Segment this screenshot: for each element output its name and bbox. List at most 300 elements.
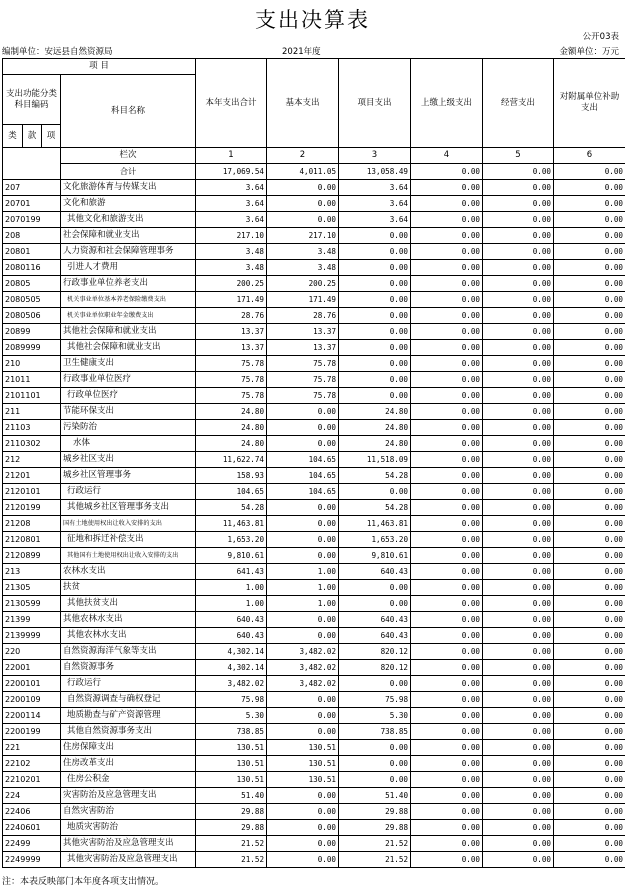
amount-cell: 11,463.81 <box>196 516 267 532</box>
amount-cell: 0.00 <box>483 452 554 468</box>
amount-cell: 0.00 <box>267 708 339 724</box>
amount-cell: 0.00 <box>339 756 411 772</box>
amount-cell: 0.00 <box>483 420 554 436</box>
amount-cell: 0.00 <box>411 548 483 564</box>
subject-code: 211 <box>3 404 61 420</box>
subject-code: 21011 <box>3 372 61 388</box>
table-row <box>3 452 625 468</box>
amount-cell: 0.00 <box>483 580 554 596</box>
table-row <box>3 180 625 196</box>
subject-name: 地质勘查与矿产资源管理 <box>61 708 196 724</box>
amount-cell: 0.00 <box>267 628 339 644</box>
amount-cell: 29.88 <box>196 804 267 820</box>
amount-cell: 0.00 <box>267 420 339 436</box>
subject-code: 2070199 <box>3 212 61 228</box>
total-value: 17,069.54 <box>196 164 267 180</box>
table-row <box>3 676 625 692</box>
amount-cell: 0.00 <box>411 356 483 372</box>
amount-cell: 0.00 <box>483 644 554 660</box>
form-number: 公开03表 <box>582 32 619 42</box>
amount-cell: 738.85 <box>339 724 411 740</box>
amount-cell: 0.00 <box>411 324 483 340</box>
amount-cell: 9,810.61 <box>339 548 411 564</box>
subject-name: 人力资源和社会保障管理事务 <box>61 244 196 260</box>
table-row <box>3 836 625 852</box>
subject-code: 2210201 <box>3 772 61 788</box>
amount-cell: 0.00 <box>411 212 483 228</box>
subject-name: 其他扶贫支出 <box>61 596 196 612</box>
subject-name: 卫生健康支出 <box>61 356 196 372</box>
amount-cell: 0.00 <box>267 820 339 836</box>
table-row <box>3 196 625 212</box>
subject-code: 2200114 <box>3 708 61 724</box>
subject-code: 2130599 <box>3 596 61 612</box>
amount-cell: 0.00 <box>554 452 625 468</box>
amount-cell: 0.00 <box>339 260 411 276</box>
subject-code: 2080506 <box>3 308 61 324</box>
col-num-5: 5 <box>483 148 554 164</box>
amount-cell: 0.00 <box>411 372 483 388</box>
col-label: 栏次 <box>61 148 196 164</box>
amount-cell: 0.00 <box>554 308 625 324</box>
amount-cell: 0.00 <box>483 516 554 532</box>
amount-cell: 0.00 <box>411 404 483 420</box>
footnote: 注：本表反映部门本年度各项支出情况。 <box>2 877 165 887</box>
subject-code: 2139999 <box>3 628 61 644</box>
amount-cell: 1,653.20 <box>339 532 411 548</box>
amount-cell: 3.64 <box>196 196 267 212</box>
amount-cell: 0.00 <box>554 404 625 420</box>
amount-cell: 51.40 <box>339 788 411 804</box>
amount-cell: 0.00 <box>339 228 411 244</box>
amount-cell: 24.80 <box>196 404 267 420</box>
subject-name: 行政运行 <box>61 676 196 692</box>
table-row <box>3 324 625 340</box>
amount-cell: 0.00 <box>483 180 554 196</box>
amount-cell: 75.78 <box>196 372 267 388</box>
subject-name: 自然资源海洋气象等支出 <box>61 644 196 660</box>
amount-cell: 0.00 <box>554 372 625 388</box>
amount-cell: 640.43 <box>339 628 411 644</box>
currency-unit: 金额单位：万元 <box>559 47 619 57</box>
amount-cell: 0.00 <box>411 500 483 516</box>
table-row <box>3 804 625 820</box>
amount-cell: 0.00 <box>554 660 625 676</box>
amount-cell: 0.00 <box>483 212 554 228</box>
amount-cell: 0.00 <box>554 388 625 404</box>
subject-code: 2249999 <box>3 852 61 868</box>
amount-cell: 0.00 <box>267 836 339 852</box>
amount-cell: 54.28 <box>339 468 411 484</box>
amount-cell: 0.00 <box>483 820 554 836</box>
amount-cell: 0.00 <box>339 580 411 596</box>
amount-cell: 0.00 <box>339 596 411 612</box>
subject-name: 行政事业单位医疗 <box>61 372 196 388</box>
fiscal-year: 2021年度 <box>282 47 321 57</box>
amount-cell: 28.76 <box>267 308 339 324</box>
amount-cell: 0.00 <box>267 212 339 228</box>
amount-cell: 0.00 <box>267 516 339 532</box>
amount-cell: 3,482.02 <box>196 676 267 692</box>
amount-cell: 0.00 <box>554 292 625 308</box>
table-row <box>3 212 625 228</box>
amount-cell: 0.00 <box>411 740 483 756</box>
subject-code: 21201 <box>3 468 61 484</box>
amount-cell: 0.00 <box>267 500 339 516</box>
amount-cell: 0.00 <box>483 804 554 820</box>
amount-cell: 0.00 <box>554 740 625 756</box>
subject-name: 污染防治 <box>61 420 196 436</box>
amount-cell: 11,463.81 <box>339 516 411 532</box>
amount-cell: 0.00 <box>554 820 625 836</box>
amount-cell: 5.30 <box>339 708 411 724</box>
subject-name: 行政运行 <box>61 484 196 500</box>
table-row <box>3 772 625 788</box>
subject-name: 水体 <box>61 436 196 452</box>
header-kuan: 款 <box>23 125 42 148</box>
amount-cell: 200.25 <box>267 276 339 292</box>
table-row <box>3 260 625 276</box>
amount-cell: 13.37 <box>267 340 339 356</box>
amount-cell: 0.00 <box>554 644 625 660</box>
amount-cell: 1.00 <box>267 580 339 596</box>
amount-cell: 29.88 <box>339 804 411 820</box>
subject-code: 2240601 <box>3 820 61 836</box>
amount-cell: 13.37 <box>196 340 267 356</box>
page-title: 支出决算表 <box>255 8 370 32</box>
subject-name: 住房改革支出 <box>61 756 196 772</box>
amount-cell: 640.43 <box>339 612 411 628</box>
amount-cell: 0.00 <box>411 308 483 324</box>
table-row <box>3 740 625 756</box>
subject-code: 20801 <box>3 244 61 260</box>
amount-cell: 130.51 <box>196 740 267 756</box>
amount-cell: 24.80 <box>339 436 411 452</box>
subject-name: 征地和拆迁补偿支出 <box>61 532 196 548</box>
total-value: 0.00 <box>483 164 554 180</box>
amount-cell: 0.00 <box>411 228 483 244</box>
table-row <box>3 852 625 868</box>
subject-code: 224 <box>3 788 61 804</box>
amount-cell: 0.00 <box>411 196 483 212</box>
amount-cell: 3.48 <box>267 244 339 260</box>
amount-cell: 24.80 <box>196 436 267 452</box>
amount-cell: 0.00 <box>483 548 554 564</box>
amount-cell: 0.00 <box>483 244 554 260</box>
amount-cell: 0.00 <box>339 244 411 260</box>
amount-cell: 0.00 <box>554 772 625 788</box>
subject-name: 城乡社区管理事务 <box>61 468 196 484</box>
amount-cell: 0.00 <box>483 596 554 612</box>
total-row <box>3 164 625 180</box>
header-col-1: 本年支出合计 <box>196 59 267 148</box>
amount-cell: 0.00 <box>411 804 483 820</box>
subject-name: 机关事业单位基本养老保险缴费支出 <box>61 292 196 308</box>
amount-cell: 0.00 <box>267 180 339 196</box>
amount-cell: 0.00 <box>267 548 339 564</box>
amount-cell: 0.00 <box>554 852 625 868</box>
amount-cell: 0.00 <box>339 308 411 324</box>
amount-cell: 0.00 <box>554 612 625 628</box>
amount-cell: 158.93 <box>196 468 267 484</box>
expenditure-table <box>2 58 625 868</box>
amount-cell: 0.00 <box>411 580 483 596</box>
amount-cell: 0.00 <box>483 276 554 292</box>
table-row <box>3 548 625 564</box>
amount-cell: 0.00 <box>483 196 554 212</box>
amount-cell: 0.00 <box>411 756 483 772</box>
amount-cell: 0.00 <box>411 276 483 292</box>
header-col-3: 项目支出 <box>339 59 411 148</box>
subject-code: 21399 <box>3 612 61 628</box>
amount-cell: 820.12 <box>339 660 411 676</box>
amount-cell: 0.00 <box>554 708 625 724</box>
amount-cell: 54.28 <box>339 500 411 516</box>
amount-cell: 0.00 <box>411 692 483 708</box>
amount-cell: 24.80 <box>339 420 411 436</box>
amount-cell: 0.00 <box>554 676 625 692</box>
subject-name: 地质灾害防治 <box>61 820 196 836</box>
amount-cell: 0.00 <box>411 772 483 788</box>
amount-cell: 0.00 <box>411 788 483 804</box>
subject-code: 21208 <box>3 516 61 532</box>
amount-cell: 0.00 <box>411 532 483 548</box>
amount-cell: 0.00 <box>483 404 554 420</box>
amount-cell: 13.37 <box>196 324 267 340</box>
amount-cell: 0.00 <box>483 324 554 340</box>
subject-code: 221 <box>3 740 61 756</box>
amount-cell: 820.12 <box>339 644 411 660</box>
table-row <box>3 436 625 452</box>
amount-cell: 3.64 <box>196 212 267 228</box>
amount-cell: 51.40 <box>196 788 267 804</box>
amount-cell: 640.43 <box>339 564 411 580</box>
amount-cell: 3.48 <box>196 244 267 260</box>
table-row <box>3 644 625 660</box>
amount-cell: 0.00 <box>554 692 625 708</box>
amount-cell: 3.64 <box>339 196 411 212</box>
amount-cell: 0.00 <box>483 500 554 516</box>
subject-name: 文化和旅游 <box>61 196 196 212</box>
subject-name: 住房保障支出 <box>61 740 196 756</box>
subject-code: 2200109 <box>3 692 61 708</box>
amount-cell: 0.00 <box>267 436 339 452</box>
amount-cell: 1,653.20 <box>196 532 267 548</box>
subject-name: 其他灾害防治及应急管理支出 <box>61 852 196 868</box>
amount-cell: 0.00 <box>554 244 625 260</box>
col-num-3: 3 <box>339 148 411 164</box>
amount-cell: 0.00 <box>483 468 554 484</box>
header-lei: 类 <box>3 125 23 148</box>
amount-cell: 738.85 <box>196 724 267 740</box>
amount-cell: 3,482.02 <box>267 676 339 692</box>
amount-cell: 0.00 <box>411 260 483 276</box>
amount-cell: 0.00 <box>339 276 411 292</box>
subject-name: 行政单位医疗 <box>61 388 196 404</box>
table-row <box>3 660 625 676</box>
total-label: 合计 <box>61 164 196 180</box>
amount-cell: 0.00 <box>554 516 625 532</box>
amount-cell: 130.51 <box>267 740 339 756</box>
subject-name: 国有土地使用权出让收入安排的支出 <box>61 516 196 532</box>
amount-cell: 0.00 <box>554 836 625 852</box>
amount-cell: 0.00 <box>483 708 554 724</box>
table-row <box>3 228 625 244</box>
amount-cell: 75.98 <box>339 692 411 708</box>
subject-name: 文化旅游体育与传媒支出 <box>61 180 196 196</box>
amount-cell: 0.00 <box>411 708 483 724</box>
subject-code: 22001 <box>3 660 61 676</box>
amount-cell: 0.00 <box>267 692 339 708</box>
amount-cell: 130.51 <box>196 772 267 788</box>
total-value: 13,058.49 <box>339 164 411 180</box>
amount-cell: 217.10 <box>267 228 339 244</box>
subject-code: 213 <box>3 564 61 580</box>
amount-cell: 0.00 <box>411 676 483 692</box>
subject-name: 其他农林水支出 <box>61 628 196 644</box>
amount-cell: 0.00 <box>483 436 554 452</box>
subject-code: 2120801 <box>3 532 61 548</box>
subject-code: 20701 <box>3 196 61 212</box>
amount-cell: 0.00 <box>554 180 625 196</box>
amount-cell: 0.00 <box>483 612 554 628</box>
subject-name: 节能环保支出 <box>61 404 196 420</box>
amount-cell: 0.00 <box>483 788 554 804</box>
amount-cell: 104.65 <box>196 484 267 500</box>
amount-cell: 0.00 <box>339 388 411 404</box>
amount-cell: 3.48 <box>267 260 339 276</box>
subject-code: 2120899 <box>3 548 61 564</box>
amount-cell: 0.00 <box>411 468 483 484</box>
header-col-6: 对附属单位补助支出 <box>554 59 625 148</box>
amount-cell: 0.00 <box>411 628 483 644</box>
amount-cell: 75.78 <box>267 356 339 372</box>
amount-cell: 0.00 <box>554 340 625 356</box>
amount-cell: 0.00 <box>483 772 554 788</box>
header-xiang: 项 <box>42 125 61 148</box>
subject-code: 2080505 <box>3 292 61 308</box>
amount-cell: 75.78 <box>196 388 267 404</box>
subject-code: 22499 <box>3 836 61 852</box>
amount-cell: 130.51 <box>267 756 339 772</box>
amount-cell: 0.00 <box>554 596 625 612</box>
subject-code: 220 <box>3 644 61 660</box>
amount-cell: 0.00 <box>267 788 339 804</box>
amount-cell: 0.00 <box>554 324 625 340</box>
amount-cell: 0.00 <box>483 484 554 500</box>
amount-cell: 0.00 <box>554 436 625 452</box>
amount-cell: 0.00 <box>339 340 411 356</box>
amount-cell: 5.30 <box>196 708 267 724</box>
amount-cell: 171.49 <box>267 292 339 308</box>
amount-cell: 0.00 <box>339 292 411 308</box>
amount-cell: 0.00 <box>267 196 339 212</box>
amount-cell: 28.76 <box>196 308 267 324</box>
amount-cell: 0.00 <box>411 564 483 580</box>
amount-cell: 0.00 <box>483 676 554 692</box>
amount-cell: 0.00 <box>554 580 625 596</box>
subject-code: 21103 <box>3 420 61 436</box>
total-value: 0.00 <box>411 164 483 180</box>
amount-cell: 0.00 <box>483 692 554 708</box>
amount-cell: 3.64 <box>339 180 411 196</box>
amount-cell: 0.00 <box>411 484 483 500</box>
amount-cell: 0.00 <box>267 612 339 628</box>
amount-cell: 640.43 <box>196 612 267 628</box>
header-func-code: 支出功能分类科目编码 <box>3 75 61 125</box>
subject-code: 2110302 <box>3 436 61 452</box>
subject-name: 其他文化和旅游支出 <box>61 212 196 228</box>
table-row <box>3 564 625 580</box>
amount-cell: 3.64 <box>196 180 267 196</box>
subject-code: 2200199 <box>3 724 61 740</box>
subject-name: 其他农林水支出 <box>61 612 196 628</box>
table-row <box>3 292 625 308</box>
amount-cell: 0.00 <box>339 372 411 388</box>
amount-cell: 0.00 <box>339 772 411 788</box>
amount-cell: 130.51 <box>196 756 267 772</box>
amount-cell: 0.00 <box>483 756 554 772</box>
amount-cell: 104.65 <box>267 484 339 500</box>
amount-cell: 0.00 <box>483 564 554 580</box>
amount-cell: 0.00 <box>554 756 625 772</box>
table-row <box>3 500 625 516</box>
table-row <box>3 468 625 484</box>
amount-cell: 3,482.02 <box>267 644 339 660</box>
subject-code: 22102 <box>3 756 61 772</box>
amount-cell: 0.00 <box>483 740 554 756</box>
table-row <box>3 308 625 324</box>
header-item-group: 项 目 <box>3 59 196 75</box>
amount-cell: 0.00 <box>411 180 483 196</box>
table-row <box>3 516 625 532</box>
amount-cell: 217.10 <box>196 228 267 244</box>
amount-cell: 0.00 <box>411 644 483 660</box>
amount-cell: 1.00 <box>267 596 339 612</box>
amount-cell: 130.51 <box>267 772 339 788</box>
amount-cell: 0.00 <box>483 660 554 676</box>
subject-name: 其他自然资源事务支出 <box>61 724 196 740</box>
amount-cell: 1.00 <box>196 596 267 612</box>
subject-name: 扶贫 <box>61 580 196 596</box>
amount-cell: 0.00 <box>554 788 625 804</box>
amount-cell: 0.00 <box>411 436 483 452</box>
amount-cell: 0.00 <box>411 292 483 308</box>
table-row <box>3 820 625 836</box>
amount-cell: 0.00 <box>339 484 411 500</box>
table-row <box>3 420 625 436</box>
amount-cell: 29.88 <box>196 820 267 836</box>
header-col-4: 上缴上级支出 <box>411 59 483 148</box>
amount-cell: 0.00 <box>483 308 554 324</box>
amount-cell: 0.00 <box>554 548 625 564</box>
amount-cell: 0.00 <box>483 388 554 404</box>
subject-name: 住房公积金 <box>61 772 196 788</box>
subject-code: 2089999 <box>3 340 61 356</box>
total-value: 0.00 <box>554 164 625 180</box>
amount-cell: 0.00 <box>483 532 554 548</box>
amount-cell: 0.00 <box>554 804 625 820</box>
amount-cell: 0.00 <box>554 468 625 484</box>
subject-code: 20805 <box>3 276 61 292</box>
amount-cell: 0.00 <box>483 228 554 244</box>
amount-cell: 0.00 <box>267 404 339 420</box>
table-row <box>3 724 625 740</box>
subject-name: 其他灾害防治及应急管理支出 <box>61 836 196 852</box>
subject-name: 机关事业单位职业年金缴费支出 <box>61 308 196 324</box>
amount-cell: 0.00 <box>483 292 554 308</box>
table-row <box>3 756 625 772</box>
